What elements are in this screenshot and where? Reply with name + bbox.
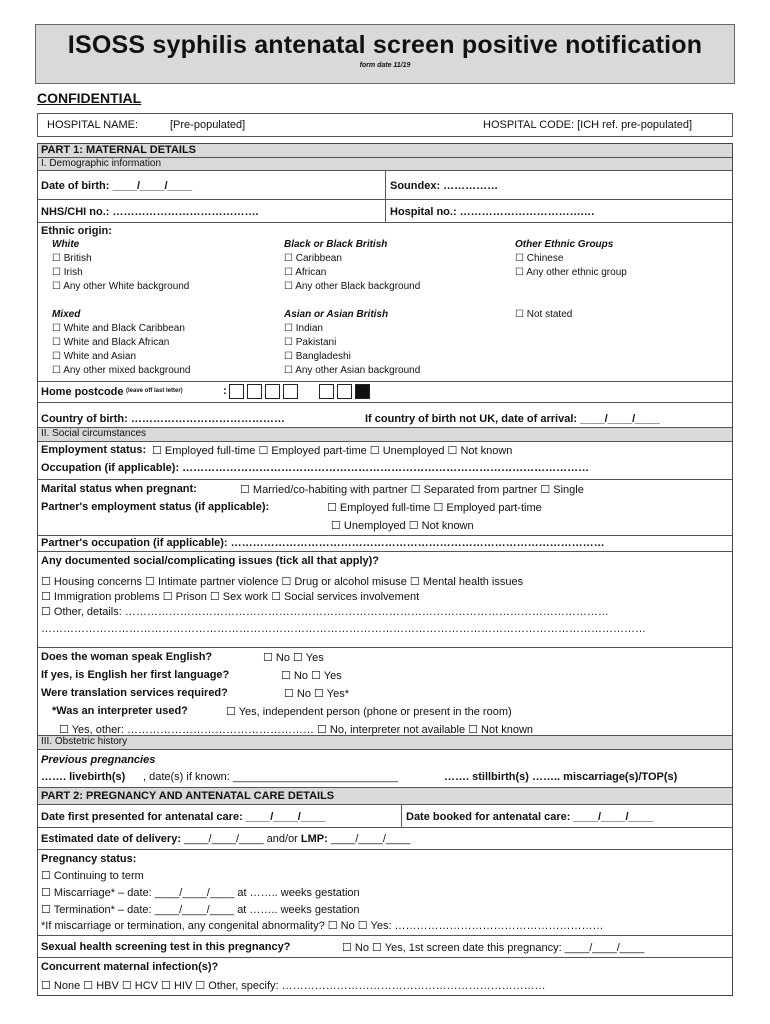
marital-options[interactable]: ☐ Married/co-habiting with partner ☐ Separated from partner ☐ Single — [240, 484, 584, 496]
nhs-field[interactable]: NHS/CHI no.: …………………………………. — [41, 206, 259, 218]
ethnic-mixed-heading: Mixed — [52, 309, 81, 320]
ethnic-white-british[interactable]: ☐ British — [52, 253, 92, 264]
country-row — [38, 403, 732, 428]
speak-english-options[interactable]: ☐ No ☐ Yes — [263, 652, 324, 664]
hospital-name-label: HOSPITAL NAME: — [47, 119, 139, 131]
screening-label: Sexual health screening test in this pregnancy? — [41, 941, 291, 953]
partner-employment-label: Partner's employment status (if applicable): — [41, 501, 270, 513]
employment-options[interactable]: ☐ Employed full-time ☐ Employed part-time ☐ Unemployed ☐ Not known — [152, 445, 513, 457]
confidential-label: CONFIDENTIAL — [37, 90, 142, 106]
partner-employment-options-2[interactable]: ☐ Unemployed ☐ Not known — [331, 520, 474, 532]
congenital-abnormality-field[interactable]: *If miscarriage or termination, any congenital abnormality? ☐ No ☐ Yes: ………………………………………………… — [41, 920, 604, 932]
form-header — [35, 24, 735, 84]
ethnic-black-heading: Black or Black British — [284, 239, 388, 250]
infection-label: Concurrent maternal infection(s)? — [41, 961, 219, 973]
booked-date-field[interactable]: Date booked for antenatal care: ____/____/____ — [406, 811, 654, 823]
screening-row — [38, 936, 732, 958]
ethnic-mixed-other[interactable]: ☐ Any other mixed background — [52, 365, 191, 376]
infection-block — [38, 958, 732, 995]
soundex-field[interactable]: Soundex: …………… — [390, 180, 499, 192]
screening-options[interactable]: ☐ No ☐ Yes, 1st screen date this pregnancy: ____/____/____ — [342, 942, 645, 954]
social-issues-other[interactable]: ☐ Other, details: …………………………………………………………………………………………………………………… — [41, 606, 609, 618]
obstetric-section-title: III. Obstetric history — [38, 736, 732, 750]
lmp-value[interactable]: ____/____/____ — [330, 833, 411, 845]
livebirths-field[interactable]: ……. livebirth(s) — [41, 771, 126, 783]
postcode-box[interactable] — [283, 384, 298, 399]
interpreter-options-2[interactable]: ☐ Yes, other: …………………………………………… ☐ No, interpreter not available ☐ Not known — [59, 724, 534, 736]
ethnic-asian-bangladeshi[interactable]: ☐ Bangladeshi — [284, 351, 351, 362]
postcode-box[interactable] — [247, 384, 262, 399]
postcode-row: Home postcode (leave off last letter) : — [38, 382, 732, 403]
dob-field[interactable]: Date of birth: ____/____/____ — [41, 180, 193, 192]
interpreter-options-1[interactable]: ☐ Yes, independent person (phone or present in the room) — [226, 706, 512, 718]
translation-options[interactable]: ☐ No ☐ Yes* — [284, 688, 349, 700]
ethnic-origin-block — [38, 223, 732, 382]
social-issues-label: Any documented social/complicating issues (tick all that apply)? — [41, 555, 380, 567]
ethnic-white-irish[interactable]: ☐ Irish — [52, 267, 83, 278]
marital-label: Marital status when pregnant: — [41, 483, 197, 495]
ethnic-origin-label: Ethnic origin: — [41, 225, 112, 237]
ethnic-mixed-caribbean[interactable]: ☐ White and Black Caribbean — [52, 323, 185, 334]
first-language-label: If yes, is English her first language? — [41, 669, 230, 681]
ethnic-chinese[interactable]: ☐ Chinese — [515, 253, 564, 264]
first-presented-field[interactable]: Date first presented for antenatal care: ____/____/____ — [41, 811, 326, 823]
social-issues-block — [38, 552, 732, 648]
ethnic-black-caribbean[interactable]: ☐ Caribbean — [284, 253, 342, 264]
ethnic-not-stated[interactable]: ☐ Not stated — [515, 309, 573, 320]
partner-employment-options-1[interactable]: ☐ Employed full-time ☐ Employed part-time — [327, 502, 542, 514]
country-of-birth-field[interactable]: Country of birth: …………………………………… — [41, 413, 285, 425]
lmp-label: LMP: — [300, 833, 328, 845]
status-miscarriage[interactable]: ☐ Miscarriage* – date: ____/____/____ at …….. weeks gestation — [41, 887, 360, 899]
social-issues-options-1[interactable]: ☐ Housing concerns ☐ Intimate partner violence ☐ Drug or alcohol misuse ☐ Mental health issues — [41, 576, 524, 588]
hospital-row — [37, 113, 733, 137]
ethnic-mixed-african[interactable]: ☐ White and Black African — [52, 337, 170, 348]
postcode-box[interactable] — [265, 384, 280, 399]
pregnancy-status-block — [38, 850, 732, 936]
marital-block — [38, 480, 732, 536]
partner-occupation-row — [38, 536, 732, 552]
postcode-box[interactable] — [229, 384, 244, 399]
ethnic-white-other[interactable]: ☐ Any other White background — [52, 281, 190, 292]
hospital-name-value[interactable]: [Pre-populated] — [170, 119, 246, 131]
ethnic-black-african[interactable]: ☐ African — [284, 267, 327, 278]
form-date: form date 11/19 — [359, 62, 411, 69]
ethnic-asian-pakistani[interactable]: ☐ Pakistani — [284, 337, 337, 348]
previous-pregnancies-label: Previous pregnancies — [41, 754, 156, 766]
postcode-boxes[interactable] — [229, 384, 373, 399]
demographic-section-title: I. Demographic information — [38, 158, 732, 171]
status-continuing[interactable]: ☐ Continuing to term — [41, 870, 144, 882]
livebirth-dates-field[interactable]: , date(s) if known: ___________________________ — [143, 771, 399, 783]
postcode-box[interactable] — [337, 384, 352, 399]
employment-block — [38, 442, 732, 480]
speak-english-label: Does the woman speak English? — [41, 651, 213, 663]
lmp-prefix: and/or — [266, 833, 298, 845]
infection-options[interactable]: ☐ None ☐ HBV ☐ HCV ☐ HIV ☐ Other, specify: ……………………………………………………………… — [41, 980, 546, 992]
nhs-row — [38, 200, 732, 223]
interpreter-label: *Was an interpreter used? — [52, 705, 188, 717]
arrival-date-field[interactable]: If country of birth not UK, date of arrival: ____/____/____ — [365, 413, 660, 425]
form-body — [37, 143, 733, 996]
ethnic-black-other[interactable]: ☐ Any other Black background — [284, 281, 421, 292]
occupation-field[interactable]: Occupation (if applicable): ………………………………………………………………………………………………… — [41, 462, 590, 474]
edd-row — [38, 828, 732, 850]
part2-title: PART 2: PREGNANCY AND ANTENATAL CARE DETAILS — [38, 788, 732, 805]
ethnic-asian-indian[interactable]: ☐ Indian — [284, 323, 323, 334]
hospital-number-field[interactable]: Hospital no.: …………………………….… — [390, 206, 595, 218]
translation-label: Were translation services required? — [41, 687, 228, 699]
part1-title: PART 1: MATERNAL DETAILS — [38, 144, 732, 158]
ethnic-asian-heading: Asian or Asian British — [284, 309, 389, 320]
hospital-code[interactable]: HOSPITAL CODE: [ICH ref. pre-populated] — [483, 119, 693, 131]
social-section-title: II. Social circumstances — [38, 428, 732, 442]
form-title: ISOSS syphilis antenatal screen positive notification — [67, 31, 703, 59]
pregnancy-status-label: Pregnancy status: — [41, 853, 137, 865]
ethnic-white-heading: White — [52, 239, 80, 250]
stillbirth-miscarriage-field[interactable]: ……. stillbirth(s) …….. miscarriage(s)/TOP(s) — [444, 771, 678, 783]
employment-label: Employment status: — [41, 444, 147, 456]
postcode-box[interactable] — [319, 384, 334, 399]
postcode-note: (leave off last letter) — [126, 388, 183, 394]
language-block — [38, 648, 732, 736]
ethnic-other-heading: Other Ethnic Groups — [515, 239, 614, 250]
antenatal-dates-row — [38, 805, 732, 828]
ethnic-other-group[interactable]: ☐ Any other ethnic group — [515, 267, 627, 278]
status-termination[interactable]: ☐ Termination* – date: ____/____/____ at …….. weeks gestation — [41, 904, 360, 916]
social-issues-options-2[interactable]: ☐ Immigration problems ☐ Prison ☐ Sex work ☐ Social services involvement — [41, 591, 420, 603]
postcode-box-blocked — [355, 384, 370, 399]
edd-value[interactable]: ____/____/____ — [184, 833, 264, 845]
previous-pregnancies-block — [38, 750, 732, 788]
postcode-label: Home postcode — [41, 386, 124, 398]
partner-occupation-field[interactable]: Partner's occupation (if applicable): ………………………………………………………………………………………… — [41, 537, 605, 549]
edd-label: Estimated date of delivery: — [41, 833, 181, 845]
first-language-options[interactable]: ☐ No ☐ Yes — [281, 670, 342, 682]
ethnic-mixed-asian[interactable]: ☐ White and Asian — [52, 351, 137, 362]
dob-row — [38, 171, 732, 200]
social-issues-other-continued[interactable]: ………………………………………………………………………………………………………………………………………………… — [41, 623, 646, 635]
ethnic-asian-other[interactable]: ☐ Any other Asian background — [284, 365, 421, 376]
edd-lmp-line[interactable] — [41, 833, 410, 845]
